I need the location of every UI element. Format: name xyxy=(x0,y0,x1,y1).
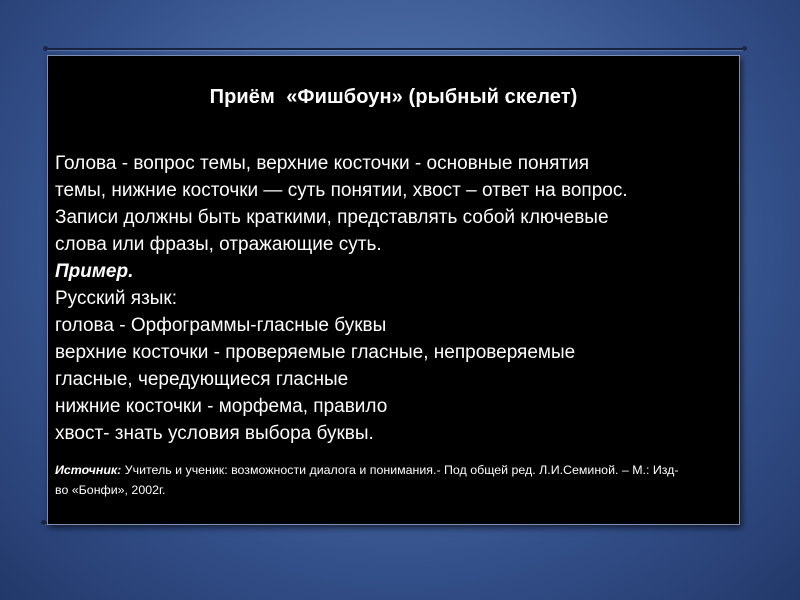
decorative-dot-top-right xyxy=(742,46,747,51)
example-label: Пример. xyxy=(55,261,134,282)
example-line: Русский язык: xyxy=(55,288,178,309)
content-panel xyxy=(47,55,740,525)
example-line: верхние косточки - проверяемые гласные, непроверяемые xyxy=(55,342,576,363)
source-citation xyxy=(55,460,739,500)
example-line: голова - Орфограммы-гласные буквы xyxy=(55,315,387,336)
source-text-continued: во «Бонфи», 2002г. xyxy=(55,483,166,497)
example-line: нижние косточки - морфема, правило xyxy=(55,396,388,417)
body-line: Записи должны быть краткими, представлять собой ключевые xyxy=(55,207,609,228)
decorative-dot-bottom-left xyxy=(41,520,46,525)
body-line: слова или фразы, отражающие суть. xyxy=(55,234,382,255)
source-text: Учитель и ученик: возможности диалога и понимания.- Под общей ред. Л.И.Семиной. – М.: Изд- xyxy=(121,463,679,477)
decorative-rule-top xyxy=(46,48,746,50)
example-line: гласные, чередующиеся гласные xyxy=(55,369,349,390)
source-label: Источник: xyxy=(55,463,122,477)
decorative-dot-top-left xyxy=(43,46,48,51)
body-line: Голова - вопрос темы, верхние косточки - основные понятия xyxy=(55,153,589,174)
slide-body xyxy=(55,150,739,447)
slide-title: Приём «Фишбоун» (рыбный скелет) xyxy=(209,86,578,108)
body-line: темы, нижние косточки — суть понятии, хвост – ответ на вопрос. xyxy=(55,180,628,201)
example-line: хвост- знать условия выбора буквы. xyxy=(55,423,374,444)
